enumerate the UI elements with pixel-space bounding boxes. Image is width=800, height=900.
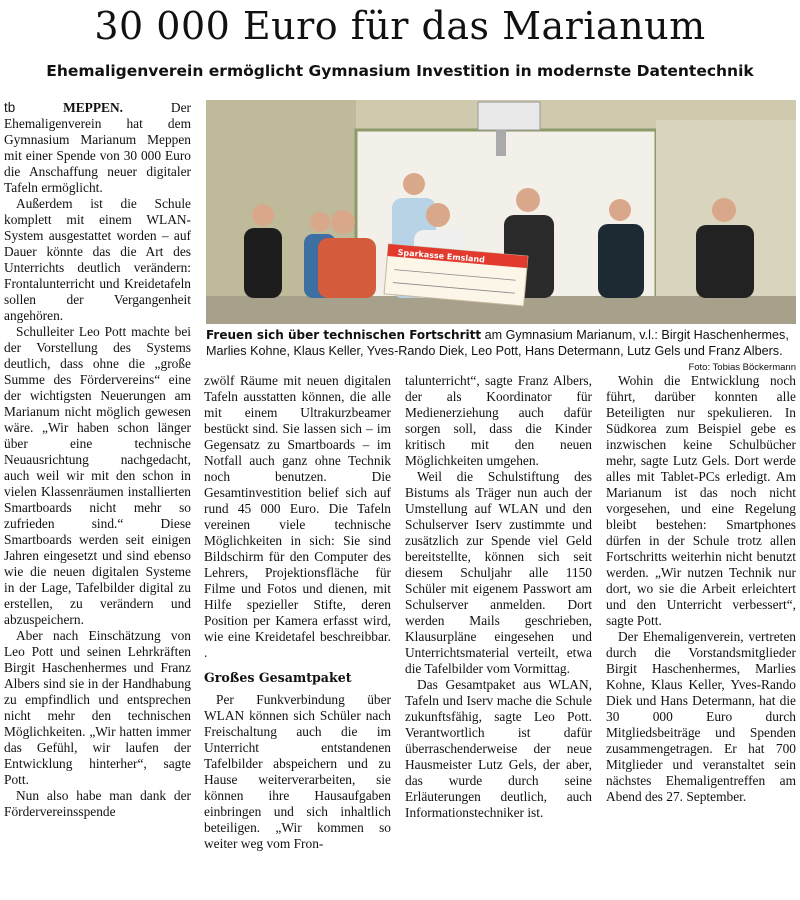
article-column-1 [4,100,191,820]
photo-credit: Foto: Tobias Böckermann [688,362,796,373]
caption-text: am Gymnasium Marianum, v.l.: Birgit Haschenhermes, Marlies Kohne, Klaus Keller, Yves-Rando Diek, Leo Pott, Hans Determann, Lutz Gels und Franz Albers. [206,328,789,358]
photo-caption [206,327,796,359]
paragraph: Nun also habe man dank der Fördervereinsspende [4,788,191,819]
lead-text: Der Ehemaligenverein hat dem Gymnasium Marianum Meppen mit einer Spende von 30 000 Euro die Anschaffung neuer digitaler Tafeln ermöglicht. [4,100,191,195]
paragraph: Schulleiter Leo Pott machte bei der Vorstellung des Systems deutlich, dass ohne die „große Summe des Fördervereins“ eine der wichtigsten Neuerungen am Marianum nicht möglich gewesen wäre. „Wir haben schon länger über eine technische Neuausrichtung nachgedacht, auch weil wir mit den schon in vielen Klassenräumen installierten Smartboards nicht mehr so zufrieden sind.“ Diese Smartboards werden seit einigen Jahren eingesetzt und sind ebenso wie die neuen digitalen Systeme in der Lage, Tafelbilder digital zu erstellen, zu verändern und abzuspeichern. [4,324,191,627]
paragraph: zwölf Räume mit neuen digitalen Tafeln ausstatten können, die alle mit einem Ultrakurzbeamer bestückt sind. Sie lassen sich – im Gegensatz zu Smartboards – im Notfall auch ganz ohne Technik noch benutzen. Die Gesamtinvestition belief sich auf rund 45 000 Euro. Die Tafeln vereinen viele technische Möglichkeiten in sich: Sie sind Bildschirm für den Computer des Lehrers, Projektionsfläche für Filme und Fotos und dienen, mit Hilfe spezieller Stifte, deren Position per Kamera erfasst wird, wie eine Kreidetafel beschreibbar. . [204,373,391,660]
paragraph: Das Gesamtpaket aus WLAN, Tafeln und Iserv mache die Schule zukunftsfähig, sagte Leo Pott. Verantwortlich ist dafür überraschenderweise der neue Hausmeister Lutz Gels, der aber, das wurde durch seine Erläuterungen deutlich, auch Informationstechniker ist. [405,677,592,820]
paragraph: talunterricht“, sagte Franz Albers, der als Koordinator für Medienerziehung auch dafür sorgen soll, dass die Kinder kritisch mit den neuen Möglichkeiten umgehen. [405,373,592,468]
article-column-4 [606,373,796,805]
paragraph: Per Funkverbindung über WLAN können sich Schüler nach Freischaltung auch die im Unterricht entstandenen Tafelbilder abspeichern und zu Hause weiterverarbeiten, sie können ihre Hausaufgaben einbringen und sich inhaltlich beteiligen. „Wir kommen so weiter weg vom Fron- [204,692,391,851]
article-column-2 [204,373,391,852]
article-photo [206,100,796,324]
headline: 30 000 Euro für das Marianum [94,4,706,48]
paragraph: Wohin die Entwicklung noch führt, darüber konnten alle Beteiligten nur spekulieren. In Südkorea zum Beispiel gebe es inzwischen keine Schulbücher mehr, sagte Lutz Gels. Dort werde alles mit Tablet-PCs erledigt. Am Marianum ist das noch nicht vorgesehen, und eine Regelung bleibt bestehen: Smartphones dürfen in der Schule trotz allen Fortschritts weiterhin nicht benutzt werden. „Wir nutzen Technik nur dort, wo sie die Arbeit erleichtert und den Unterricht verbessert“, sagte Pott. [606,373,796,628]
lead-paragraph [4,100,191,196]
subheadline: Ehemaligenverein ermöglicht Gymnasium Investition in modernste Datentechnik [46,62,754,80]
paragraph: Der Ehemaligenverein, vertreten durch die Vorstandsmitglieder Birgit Haschenhermes, Marlies Kohne, Klaus Keller, Yves-Rando Diek und Hans Determann, hat die 30 000 Euro durch Mitgliedsbeiträge und Spenden zusammengetragen. Er hat 700 Mitglieder und veranstaltet sein nächstes Ehemaligentreffen am Abend des 27. September. [606,629,796,804]
caption-bold: Freuen sich über technischen Fortschritt [206,328,482,342]
paragraph: Weil die Schulstiftung des Bistums als Träger nun auch der Umstellung auf WLAN und den Schulserver Iserv zustimmte und zusätzlich zur Spende viel Geld bereitstellte, können sich seit diesem Schuljahr alle 1150 Schüler mit eigenem Passwort am Schulserver anmelden. Dort werden Mails geschrieben, Klausurpläne eingesehen und Unterrichtsmaterial verteilt, etwa die Tafelbilder vom Vormittag. [405,469,592,676]
dateline: MEPPEN. [63,100,123,115]
group-photo-illustration [206,100,796,324]
check-bank-text: Sparkasse Emsland [397,247,486,265]
paragraph: Außerdem ist die Schule komplett mit einem WLAN-System ausgestattet worden – auf Dauer könnte das die Art des Unterrichts deutlich verändern: Frontalunterricht und Kreidetafeln sollen der Vergangenheit angehören. [4,196,191,323]
author-tag: tb [4,100,16,115]
article-column-3 [405,373,592,821]
paragraph: Aber nach Einschätzung von Leo Pott und seinen Lehrkräften Birgit Haschenhermes und Franz Albers sind sie in der Handhabung zu empfindlich und entsprechen nicht mehr den technischen Möglichkeiten. „Wir hatten immer das Gefühl, wir laufen der Entwicklung hinterher“, sagte Pott. [4,628,191,787]
section-heading: Großes Gesamtpaket [204,670,352,685]
